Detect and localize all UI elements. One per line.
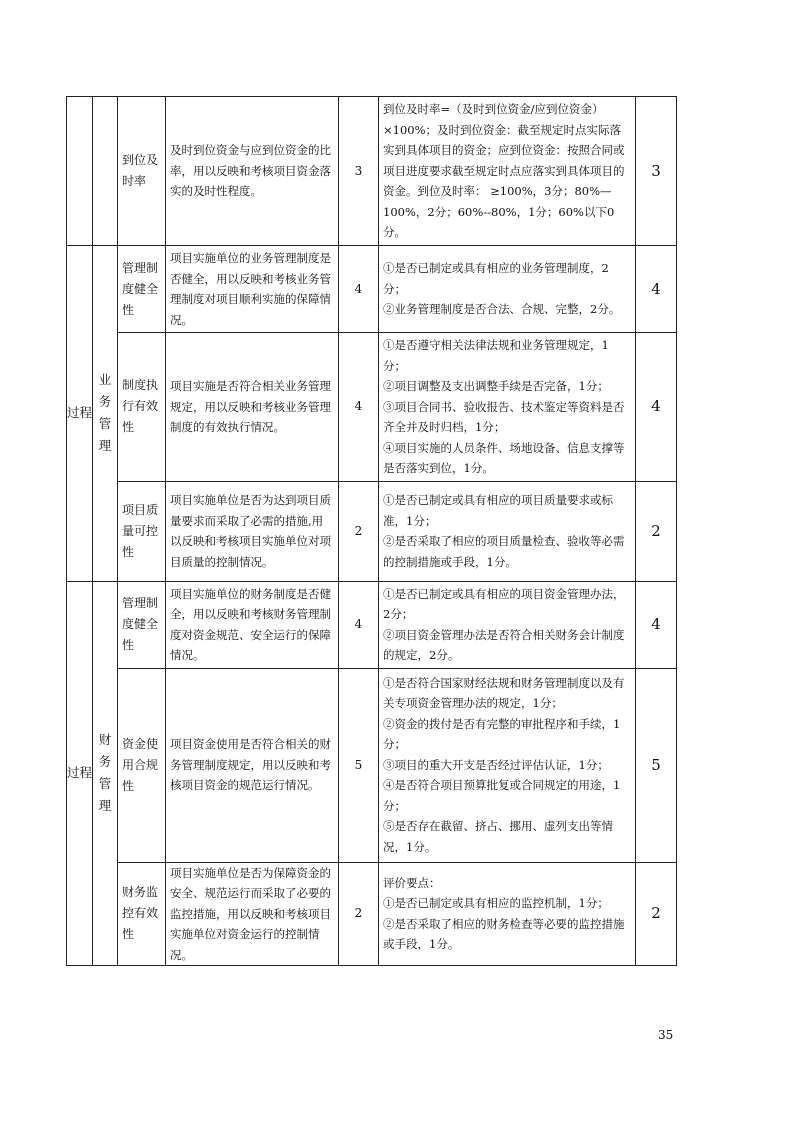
table-row xyxy=(67,97,677,246)
weight-cell: 5 xyxy=(339,668,379,862)
description-cell: 项目实施单位的财务制度是否健全，用以反映和考核财务管理制度对资金规范、安全运行的保障情况。 xyxy=(166,581,339,668)
criteria-line: ①是否已制定或具有相应的项目资金管理办法，2分； xyxy=(383,586,625,621)
criteria-line: ②项目资金管理办法是否符合相关财务会计制度的规定，2分。 xyxy=(383,627,625,662)
weight-cell: 4 xyxy=(339,333,379,482)
criteria-line: ③项目的重大开支是否经过评估认证，1分； xyxy=(383,757,609,772)
criteria-line: ②资金的拨付是否有完整的审批程序和手续，1分； xyxy=(383,716,621,752)
criteria-line: ④项目实施的人员条件、场地设备、信息支撑等是否落实到位，1分。 xyxy=(383,440,625,475)
level1-label: 过程 xyxy=(67,765,93,781)
level2-label: 财务管理 xyxy=(98,732,112,814)
criteria-line: ②是否采取了相应的财务检查等必要的监控措施或手段，1分。 xyxy=(383,916,625,952)
score-cell: 5 xyxy=(636,668,677,862)
criteria-line: ①是否已制定或具有相应的业务管理制度，2分； xyxy=(383,261,609,296)
criteria-line: ⑤是否存在截留、挤占、挪用、虚列支出等情况，1分。 xyxy=(383,819,613,854)
criteria-cell xyxy=(379,668,636,862)
score-cell: 4 xyxy=(636,581,677,668)
table-row xyxy=(67,668,677,862)
table-row xyxy=(67,862,677,966)
criteria-line: 到位及时率=（及时到位资金/应到位资金）×100%；及时到位资金：截至规定时点实际落实到具体项目的资金；应到位资金：按照合同或项目进度要求截至规定时点应落实到具体项目的资金。到位及时率： ≥100%，3分；80%—100%，2分；60%--80%，1分；60%以下0分。 xyxy=(383,102,625,240)
score-cell: 4 xyxy=(636,246,677,333)
criteria-line: ①是否遵守相关法律法规和业务管理规定，1分； xyxy=(383,338,609,373)
level1-cell xyxy=(67,246,93,582)
level1-cell xyxy=(67,581,93,966)
weight-cell: 2 xyxy=(339,862,379,966)
criteria-line: 评价要点： xyxy=(383,875,441,890)
criteria-line: ②业务管理制度是否合法、合规、完整，2分。 xyxy=(383,302,621,317)
criteria-cell xyxy=(379,333,636,482)
indicator-cell: 制度执行有效性 xyxy=(118,333,166,482)
criteria-line: ①是否符合国家财经法规和财务管理制度以及有关专项资金管理办法的规定，1分； xyxy=(383,675,625,711)
score-cell: 3 xyxy=(636,97,677,246)
indicator-cell: 财务监控有效性 xyxy=(118,862,166,966)
indicator-cell: 到位及时率 xyxy=(118,97,166,246)
level2-cell xyxy=(93,246,118,582)
level2-cell xyxy=(93,581,118,966)
description-cell: 项目资金使用是否符合相关的财务管理制度规定，用以反映和考核项目资金的规范运行情况。 xyxy=(166,668,339,862)
table-row xyxy=(67,581,677,668)
weight-cell: 2 xyxy=(339,481,379,581)
indicator-cell: 管理制度健全性 xyxy=(118,246,166,333)
description-cell: 项目实施是否符合相关业务管理规定，用以反映和考核业务管理制度的有效执行情况。 xyxy=(166,333,339,482)
page-number: 35 xyxy=(658,1028,674,1042)
table-row xyxy=(67,481,677,581)
weight-cell: 3 xyxy=(339,97,379,246)
table-row xyxy=(67,246,677,333)
criteria-line: ①是否已制定或具有相应的项目质量要求或标准，1分； xyxy=(383,493,613,528)
level2-label: 业务管理 xyxy=(98,372,112,454)
level1-label: 过程 xyxy=(67,405,93,421)
level1-cell xyxy=(67,97,93,246)
criteria-cell xyxy=(379,581,636,668)
table-row xyxy=(67,333,677,482)
indicator-cell: 项目质量可控性 xyxy=(118,481,166,581)
score-cell: 4 xyxy=(636,333,677,482)
criteria-line: ②项目调整及支出调整手续是否完备，1分； xyxy=(383,379,609,393)
evaluation-table xyxy=(66,96,677,966)
criteria-cell xyxy=(379,246,636,333)
score-cell: 2 xyxy=(636,481,677,581)
indicator-cell: 管理制度健全性 xyxy=(118,581,166,668)
description-cell: 项目实施单位的业务管理制度是否健全，用以反映和考核业务管理制度对项目顺利实施的保障情况。 xyxy=(166,246,339,333)
criteria-line: ①是否已制定或具有相应的监控机制，1分； xyxy=(383,896,609,911)
criteria-cell xyxy=(379,97,636,246)
description-cell: 及时到位资金与应到位资金的比率，用以反映和考核项目资金落实的及时性程度。 xyxy=(166,97,339,246)
score-cell: 2 xyxy=(636,862,677,966)
weight-cell: 4 xyxy=(339,246,379,333)
criteria-line: ④是否符合项目预算批复或合同规定的用途，1分； xyxy=(383,778,621,813)
criteria-cell xyxy=(379,481,636,581)
criteria-line: ②是否采取了相应的项目质量检查、验收等必需的控制措施或手段，1分。 xyxy=(383,534,625,569)
weight-cell: 4 xyxy=(339,581,379,668)
criteria-line: ③项目合同书、验收报告、技术鉴定等资料是否齐全并及时归档，1分； xyxy=(383,399,625,434)
description-cell: 项目实施单位是否为达到项目质量要求而采取了必需的措施,用以反映和考核项目实施单位对项目质量的控制情况。 xyxy=(166,481,339,581)
level2-cell xyxy=(93,97,118,246)
criteria-cell xyxy=(379,862,636,966)
indicator-cell: 资金使用合规性 xyxy=(118,668,166,862)
description-cell: 项目实施单位是否为保障资金的安全、规范运行而采取了必要的监控措施，用以反映和考核项目实施单位对资金运行的控制情况。 xyxy=(166,862,339,966)
